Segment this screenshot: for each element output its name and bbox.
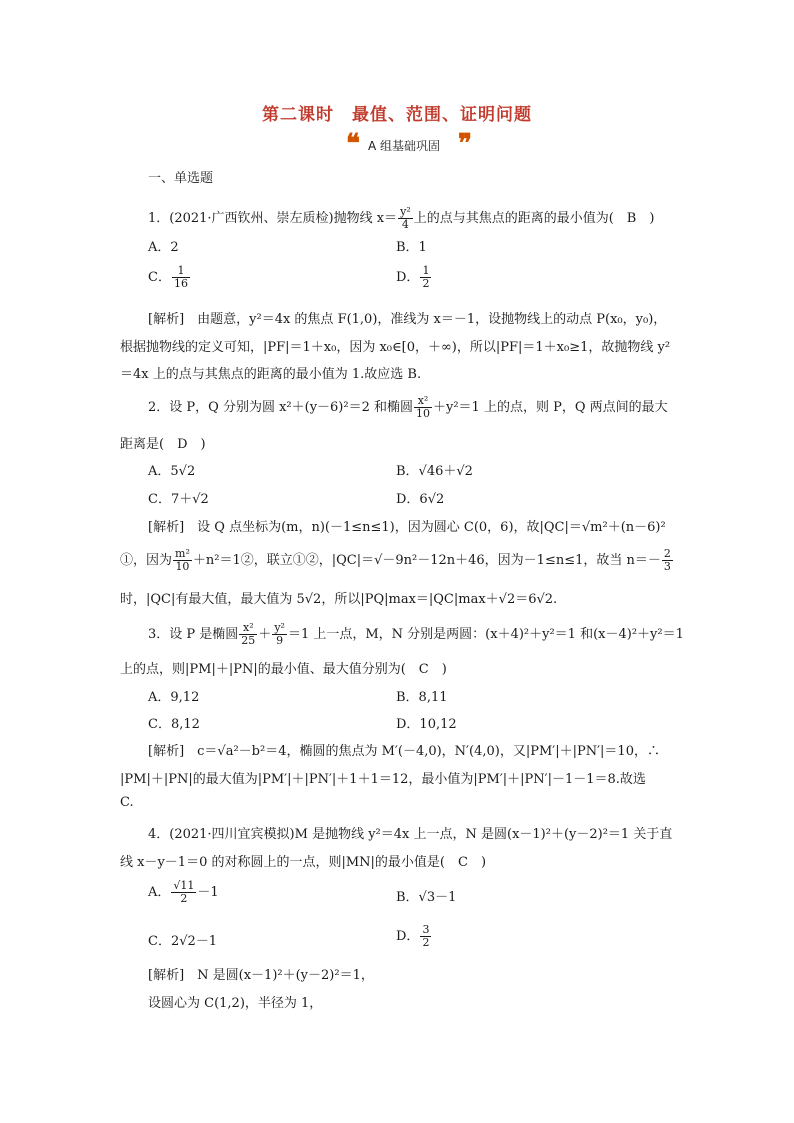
banner-label: A 组基础巩固 — [368, 139, 441, 153]
q2-option-b: B．√46＋√2 — [396, 464, 473, 479]
q3-solution-line-1: [解析] c＝√a²－b²＝4，椭圆的焦点为 M′(－4,0)，N′(4,0)，又|PM′|＋|PN′|＝10，∴ — [148, 744, 660, 759]
q3-stem — [148, 622, 684, 647]
q1-option-a: A．2 — [148, 240, 179, 255]
q4-stem-line-2: 线 x－y－1＝0 的对称圆上的一点，则|MN|的最小值是( C ) — [120, 855, 487, 870]
q2-sol2-frac — [173, 548, 192, 573]
q1-option-d — [396, 265, 432, 290]
q4-solution-line-1: [解析] N 是圆(x－1)²＋(y－2)²＝1， — [148, 968, 374, 983]
q1-option-b: B．1 — [396, 240, 427, 255]
q2-stem-line-2: 距离是( D ) — [120, 437, 206, 452]
q4-option-a-post: －1 — [197, 885, 219, 900]
open-quote-icon: ❝ — [346, 129, 360, 159]
q2-solution-line-2 — [120, 548, 674, 573]
q1-option-d-den: 2 — [422, 277, 430, 290]
q3-solution-line-3: C. — [120, 795, 134, 810]
q3-fraction-2 — [272, 622, 287, 647]
q4-option-b: B．√3－1 — [396, 890, 457, 905]
q2-fraction — [414, 395, 432, 420]
q1-fraction — [398, 206, 413, 231]
q1-stem-pre: 1．(2021·广西钦州、崇左质检)抛物线 x＝ — [148, 211, 398, 226]
q2-sol2-frac2 — [662, 548, 673, 573]
q4-option-d-den: 2 — [422, 936, 430, 949]
q2-sol2-frac2-den: 3 — [663, 560, 671, 573]
q3-option-c: C．8,12 — [148, 717, 200, 732]
section-heading: 一、单选题 — [148, 171, 214, 186]
q2-solution-line-3: 时，|QC|有最大值，最大值为 5√2，所以|PQ|max＝|QC|max＋√2＝6√2. — [120, 592, 558, 607]
close-quote-icon: ❞ — [458, 129, 472, 159]
q4-option-d — [396, 924, 432, 949]
q2-solution-line-1: [解析] 设 Q 点坐标为(m，n)(－1≤n≤1)，因为圆心 C(0，6)，故|QC|＝√m²＋(n－6)² — [148, 520, 666, 535]
q2-option-d: D．6√2 — [396, 492, 445, 507]
q3-fraction-1 — [239, 622, 257, 647]
q3-frac2-num: y² — [274, 621, 285, 634]
q2-stem-pre: 2．设 P，Q 分别为圆 x²＋(y－6)²＝2 和椭圆 — [148, 400, 413, 415]
q4-option-a — [148, 880, 219, 905]
q3-stem-pre: 3．设 P 是椭圆 — [148, 627, 239, 642]
page-title: 第二课时 最值、范围、证明问题 — [262, 105, 532, 125]
q2-frac-den: 10 — [416, 407, 430, 420]
q2-option-a: A．5√2 — [148, 464, 196, 479]
q4-stem-line-1: 4．(2021·四川宜宾模拟)M 是抛物线 y²＝4x 上一点，N 是圆(x－1)²＋(y－2)²＝1 关于直 — [148, 827, 673, 842]
q1-option-c-label: C． — [148, 270, 171, 285]
q4-solution-line-2: 设圆心为 C(1,2)，半径为 1， — [148, 996, 323, 1011]
q4-option-d-num: 3 — [422, 923, 430, 936]
q3-option-a: A．9,12 — [148, 690, 200, 705]
q1-stem — [148, 206, 654, 231]
q2-sol2-frac-den: 10 — [175, 560, 190, 573]
q2-stem-post: ＋y²＝1 上的点，则 P，Q 两点间的最大 — [433, 400, 668, 415]
q1-solution-line-1: [解析] 由题意，y²＝4x 的焦点 F(1,0)，准线为 x＝－1，设抛物线上的动点 P(x₀，y₀)， — [148, 312, 667, 327]
q3-frac1-num: x² — [239, 622, 257, 635]
q4-option-c: C．2√2－1 — [148, 934, 218, 949]
q2-frac-num: x² — [414, 395, 432, 408]
q2-sol2-frac-num: m² — [175, 547, 190, 560]
q3-stem-post: ＝1 上一点，M，N 分别是两圆：(x＋4)²＋y²＝1 和(x－4)²＋y²＝1 — [287, 627, 684, 642]
q4-option-a-num: √11 — [173, 879, 195, 892]
q3-option-b: B．8,11 — [396, 690, 448, 705]
q2-option-c: C．7＋√2 — [148, 492, 209, 507]
q1-frac-den: 4 — [401, 218, 409, 231]
q3-plus: ＋ — [258, 627, 272, 642]
q1-solution-line-2: 根据抛物线的定义可知，|PF|＝1＋x₀，因为 x₀∈[0，＋∞)，所以|PF|＝1＋x₀≥1，故抛物线 y² — [120, 340, 671, 355]
q4-option-d-frac — [420, 924, 431, 949]
q3-stem-line-2: 上的点，则|PM|＋|PN|的最小值、最大值分别为( C ) — [120, 662, 447, 677]
q4-option-a-den: 2 — [180, 892, 188, 905]
q1-option-c-den: 16 — [173, 277, 188, 290]
q1-frac-num: y² — [400, 205, 411, 218]
q4-option-a-label: A． — [148, 885, 171, 900]
q4-option-a-frac — [171, 880, 196, 905]
q1-option-c-frac — [172, 265, 190, 290]
q1-solution-line-3: ＝4x 上的点与其焦点的距离的最小值为 1.故应选 B. — [120, 367, 422, 382]
q2-stem — [148, 395, 668, 420]
q4-option-d-label: D． — [396, 929, 420, 944]
q1-option-c-num: 1 — [172, 265, 190, 278]
q2-sol2-mid: ＋n²＝1②，联立①②，|QC|＝√－9n²－12n＋46，因为－1≤n≤1，故当 n＝－ — [192, 553, 661, 568]
q2-sol2-pre: ①，因为 — [120, 553, 173, 568]
q1-option-d-frac — [420, 265, 431, 290]
q1-stem-post: 上的点与其焦点的距离的最小值为( B ) — [413, 211, 655, 226]
q3-option-d: D．10,12 — [396, 717, 457, 732]
q1-option-c — [148, 265, 191, 290]
group-banner — [346, 129, 472, 159]
q1-option-d-label: D． — [396, 270, 420, 285]
q3-frac1-den: 25 — [241, 634, 256, 647]
q1-option-d-num: 1 — [422, 264, 430, 277]
q3-frac2-den: 9 — [276, 634, 284, 647]
q2-sol2-frac2-num: 2 — [663, 547, 671, 560]
q3-solution-line-2: |PM|＋|PN|的最大值为|PM′|＋|PN′|＋1＋1＝12，最小值为|PM′|＋|PN′|－1－1＝8.故选 — [120, 772, 646, 787]
